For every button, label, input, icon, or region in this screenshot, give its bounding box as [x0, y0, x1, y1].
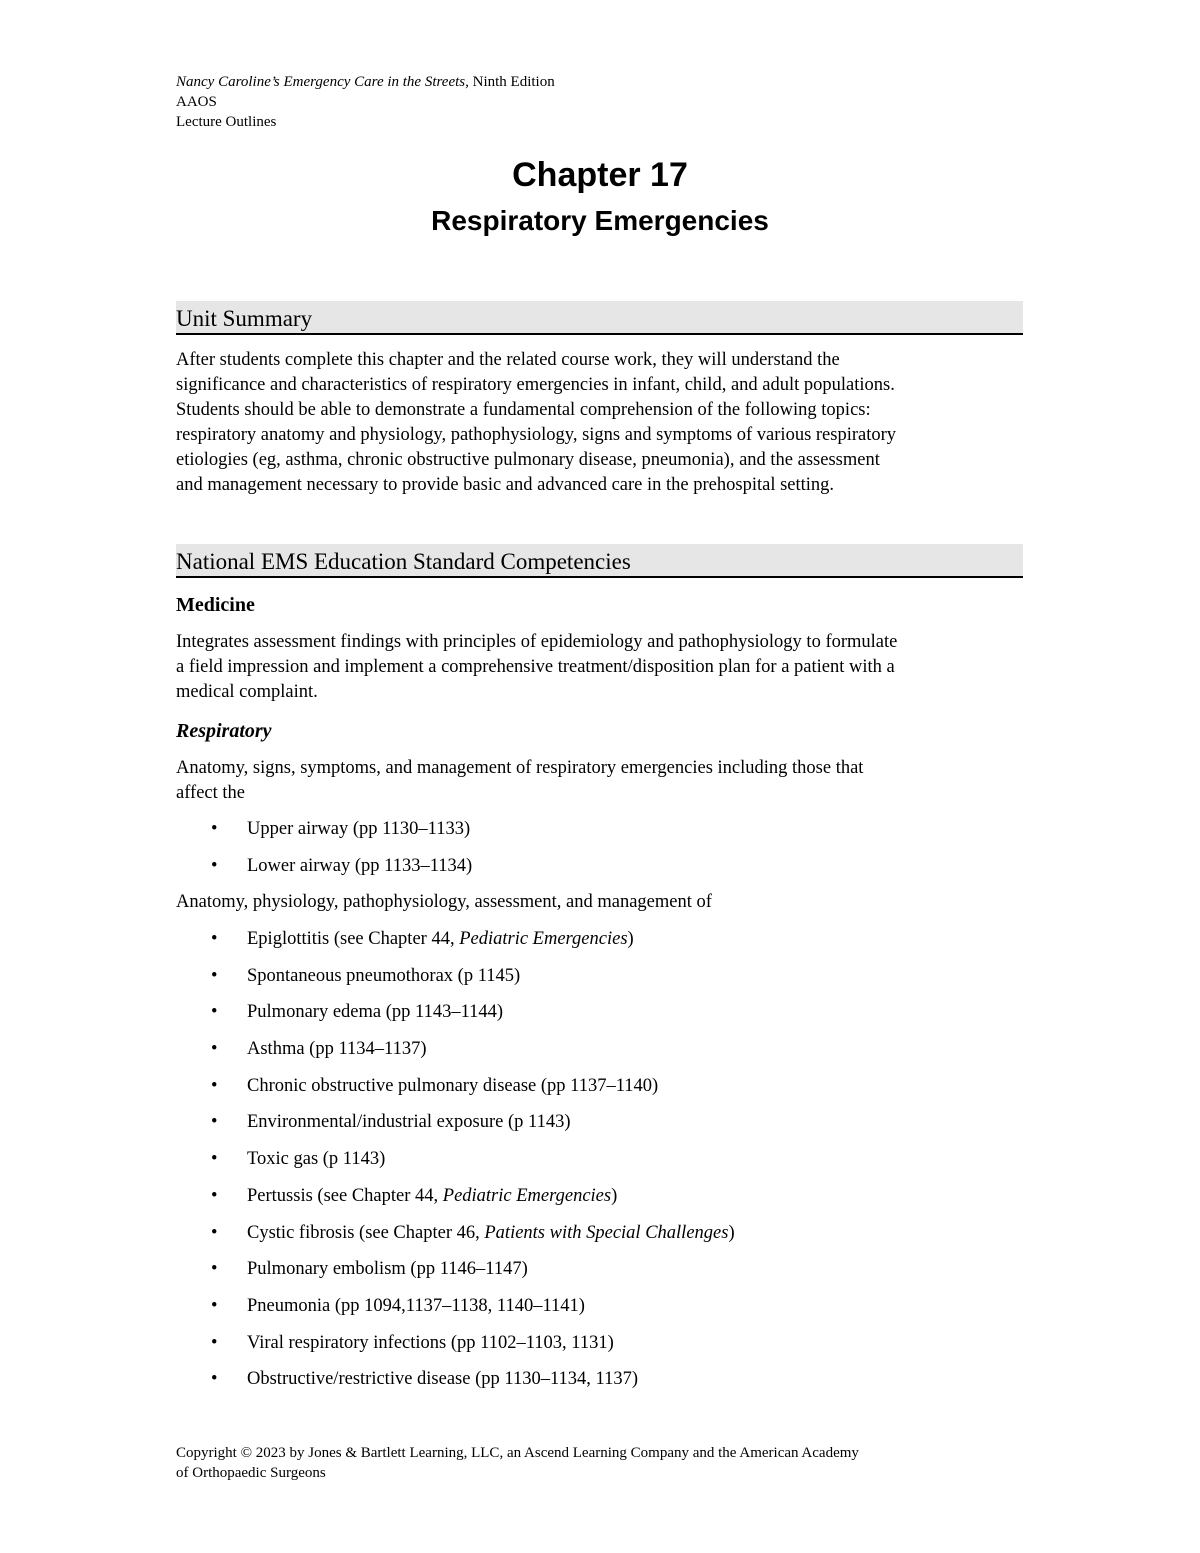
- bullet-glyph: •: [211, 819, 218, 839]
- unit-summary-line: respiratory anatomy and physiology, pathophysiology, signs and symptoms of various respiratory: [176, 425, 897, 445]
- medicine-heading: Medicine: [176, 594, 255, 616]
- airway-list: [176, 818, 1026, 891]
- header-publisher: AAOS: [176, 94, 217, 110]
- bullet-glyph: •: [211, 965, 218, 986]
- copyright-footer: [176, 1443, 996, 1483]
- medicine-line: medical complaint.: [176, 682, 318, 702]
- header-edition: Ninth Edition: [468, 74, 555, 90]
- list-item: • Spontaneous pneumothorax (p 1145): [211, 965, 521, 986]
- bullet-glyph: •: [211, 1039, 218, 1060]
- header-doc-type: Lecture Outlines: [176, 114, 277, 130]
- header-book-title: Nancy Caroline’s Emergency Care in the Streets,: [176, 74, 469, 90]
- management-intro: Anatomy, physiology, pathophysiology, assessment, and management of: [176, 892, 712, 912]
- anatomy-intro-line: affect the: [176, 783, 245, 803]
- unit-summary-heading: Unit Summary: [176, 301, 1023, 335]
- bullet-glyph: •: [211, 1185, 218, 1206]
- running-header: [176, 72, 555, 132]
- list-item: • Epiglottitis (see Chapter 44, Pediatric Emergencies): [211, 929, 634, 949]
- bullet-glyph: •: [211, 1332, 218, 1353]
- bullet-glyph: •: [211, 1369, 218, 1390]
- respiratory-heading: Respiratory: [176, 720, 272, 742]
- bullet-glyph: •: [211, 1002, 218, 1023]
- footer-line: of Orthopaedic Surgeons: [176, 1465, 326, 1481]
- bullet-glyph: •: [211, 1075, 218, 1096]
- list-item: • Chronic obstructive pulmonary disease (pp 1137–1140): [211, 1075, 659, 1096]
- list-item: • Cystic fibrosis (see Chapter 46, Patients with Special Challenges): [211, 1222, 735, 1243]
- medicine-line: Integrates assessment findings with principles of epidemiology and pathophysiology to formulate: [176, 632, 898, 652]
- unit-summary-line: etiologies (eg, asthma, chronic obstructive pulmonary disease, pneumonia), and the assessment: [176, 450, 880, 470]
- medicine-paragraph: [176, 630, 1026, 705]
- list-item: • Viral respiratory infections (pp 1102–1103, 1131): [211, 1332, 614, 1353]
- chapter-title: Respiratory Emergencies: [431, 205, 769, 236]
- list-item: • Environmental/industrial exposure (p 1143): [211, 1112, 571, 1133]
- condition-list: [176, 928, 1026, 1405]
- unit-summary-line: Students should be able to demonstrate a fundamental comprehension of the following topics:: [176, 400, 871, 420]
- bullet-glyph: •: [211, 1295, 218, 1316]
- bullet-glyph: •: [211, 1222, 218, 1243]
- unit-summary-line: and management necessary to provide basic and advanced care in the prehospital setting.: [176, 475, 835, 495]
- unit-summary-line: significance and characteristics of respiratory emergencies in infant, child, and adult populations.: [176, 375, 895, 395]
- header-book-line: [176, 72, 555, 92]
- unit-summary-line: After students complete this chapter and the related course work, they will understand the: [176, 350, 840, 370]
- chapter-title-block: [0, 152, 1200, 240]
- bullet-glyph: •: [211, 855, 218, 876]
- bullet-glyph: •: [211, 1149, 218, 1170]
- bullet-glyph: •: [211, 929, 218, 949]
- list-item: • Asthma (pp 1134–1137): [211, 1039, 427, 1060]
- list-item: • Toxic gas (p 1143): [211, 1149, 386, 1170]
- list-item: • Pulmonary edema (pp 1143–1144): [211, 1002, 504, 1023]
- footer-line: Copyright © 2023 by Jones & Bartlett Learning, LLC, an Ascend Learning Company and the American Academy: [176, 1445, 859, 1461]
- list-item: • Pneumonia (pp 1094,1137–1138, 1140–1141): [211, 1295, 585, 1316]
- bullet-glyph: •: [211, 1259, 218, 1280]
- list-item: • Upper airway (pp 1130–1133): [211, 819, 471, 839]
- anatomy-intro: [176, 756, 1026, 806]
- unit-summary-paragraph: [176, 348, 1026, 498]
- anatomy-intro-line: Anatomy, signs, symptoms, and management of respiratory emergencies including those that: [176, 758, 864, 778]
- list-item: • Lower airway (pp 1133–1134): [211, 855, 473, 876]
- list-item: • Pulmonary embolism (pp 1146–1147): [211, 1259, 528, 1280]
- chapter-number: Chapter 17: [512, 156, 688, 194]
- competencies-heading: National EMS Education Standard Competencies: [176, 544, 1023, 578]
- medicine-line: a field impression and implement a comprehensive treatment/disposition plan for a patient with a: [176, 657, 895, 677]
- bullet-glyph: •: [211, 1112, 218, 1133]
- list-item: • Pertussis (see Chapter 44, Pediatric Emergencies): [211, 1185, 618, 1206]
- list-item: • Obstructive/restrictive disease (pp 1130–1134, 1137): [211, 1369, 638, 1390]
